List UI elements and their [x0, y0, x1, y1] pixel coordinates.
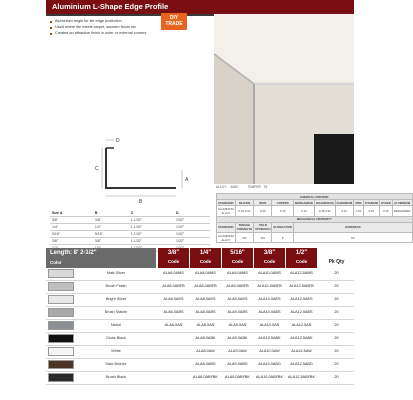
product-code: ALA9.0AN — [228, 323, 247, 327]
product-code: ALA6.0ABFB — [162, 284, 185, 288]
pack-quantity: 20 — [334, 310, 339, 314]
profile-drawing — [66, 130, 206, 210]
code-label: Code — [295, 259, 308, 264]
dim-label-a: A — [185, 177, 189, 183]
product-code: ALA12.5ABS — [290, 310, 313, 314]
product-code: ALA12.5ABK — [290, 336, 313, 340]
product-code: ALA10.0AMS — [258, 271, 281, 275]
product-code — [158, 359, 189, 370]
length-header — [46, 248, 156, 268]
mech-header-cell: TENSILE STRENGTH — [236, 223, 253, 232]
alloy-label: ALLOY — [216, 185, 227, 189]
badge-line-1: DIY — [169, 15, 179, 21]
size-label: 1/4" — [199, 250, 212, 256]
chem-cell: 0.10 — [272, 206, 293, 216]
mech-header-cell: HARDNESS — [293, 222, 412, 232]
temper-value: T5 — [263, 185, 268, 189]
size-column-header — [222, 248, 253, 268]
finish-name: Dark Bronze — [105, 362, 127, 366]
chem-cell: REMAINDER — [392, 206, 412, 216]
finish-swatch — [48, 334, 74, 343]
finish-swatch — [48, 360, 74, 369]
chem-cell: 0.10 — [354, 206, 364, 216]
l-profile-diagram — [66, 130, 206, 210]
chem-cell: 0.10 — [335, 206, 354, 216]
product-sheet — [46, 0, 411, 400]
chem-row — [217, 206, 413, 216]
code-label: Code — [167, 259, 180, 264]
code-label: Code — [231, 259, 244, 264]
product-code: ALA8.0ABS — [195, 310, 216, 314]
product-code — [158, 372, 189, 383]
product-code: ALA10.0ABD — [258, 362, 281, 366]
dims-header: C — [129, 210, 174, 217]
dims-row — [50, 238, 210, 245]
dims-cell: 3/8" — [93, 217, 129, 224]
temper-label: TEMPER — [247, 185, 261, 189]
pack-quantity: 20 — [334, 297, 339, 301]
chem-header-cell: OTHER — [380, 200, 391, 205]
dim-label-c: C — [95, 166, 99, 172]
product-code: ALA10.0ABFB — [257, 284, 282, 288]
finish-swatch — [48, 321, 74, 330]
product-code: ALA9.0ABK — [227, 336, 248, 340]
product-code: ALA9.0ABD — [227, 362, 248, 366]
chem-caption: CHEMICAL CONTENT — [217, 194, 413, 200]
chem-cell: 0.20-0.60 — [235, 206, 253, 216]
dims-cell: 1/32" — [174, 238, 210, 245]
dims-cell: 1-1/32" — [129, 217, 174, 224]
product-row — [46, 307, 354, 318]
chem-header-cell: STANDARD — [218, 200, 234, 205]
finish-name: Gloss Black — [105, 336, 127, 340]
dims-cell: 5/16" — [50, 231, 93, 238]
dims-cell: 1/4" — [93, 224, 129, 231]
finish-name: Matt Silver — [107, 271, 125, 275]
product-row — [46, 359, 354, 370]
dimensions-table — [50, 210, 210, 252]
row-divider — [46, 384, 354, 385]
product-code: ALA6.0AES — [163, 297, 184, 301]
product-code: ALA12.5AN — [291, 323, 312, 327]
chem-header-cell: TITANIUM — [364, 200, 378, 205]
product-code: ALA9.0AES — [227, 297, 248, 301]
chem-cell: 0.10 — [363, 206, 379, 216]
length-label: Length: 8' 2-1/2" — [50, 250, 97, 256]
product-code: ALA12.5AES — [290, 297, 313, 301]
size-label: 3/8" — [263, 250, 276, 256]
badge-line-2: TRADE — [165, 21, 183, 27]
mech-row — [217, 232, 413, 242]
finish-swatch — [48, 347, 74, 356]
pack-quantity: 20 — [334, 271, 339, 275]
mech-header-cell: ELONGATION — [272, 222, 293, 232]
corner-photo-illustration — [214, 14, 354, 184]
chem-cell: 0.45-0.90 — [315, 206, 335, 216]
mech-cell: ALUMINIUM ALLOY — [218, 233, 234, 242]
pack-quantity: 20 — [334, 375, 339, 379]
product-code: ALA8.0ABFBK — [193, 375, 218, 379]
pack-quantity: 20 — [334, 362, 339, 366]
finish-name: White — [111, 349, 121, 353]
finish-swatch — [48, 308, 74, 317]
product-row — [46, 281, 354, 292]
feature-item: Aluminium angle for tile edge protection — [50, 19, 160, 24]
alloy-value: 6063 — [230, 185, 238, 189]
product-code: ALA12.5AMS — [290, 271, 313, 275]
dims-cell: 3/8" — [50, 217, 93, 224]
product-code: ALA10.0ABK — [258, 336, 281, 340]
product-code: ALA6.0AN — [164, 323, 183, 327]
mech-caption: MECHANICAL PROPERTY — [217, 216, 413, 222]
product-code: ALA8.0ABK — [195, 336, 216, 340]
size-label: 1/2" — [295, 250, 308, 256]
pack-quantity: 20 — [334, 349, 339, 353]
product-code: ALA9.0AW — [228, 349, 247, 353]
size-label: 3/8" — [167, 250, 180, 256]
mech-cell: 110 — [254, 232, 272, 242]
page-title: Aluminium L-Shape Edge Profile — [52, 2, 169, 11]
dims-header: B — [93, 210, 129, 217]
product-code: ALA10.0ABS — [258, 310, 281, 314]
product-code: ALA9.0ABFBK — [225, 375, 250, 379]
product-code — [158, 346, 189, 357]
product-row — [46, 346, 354, 357]
pack-label: Pk Qty — [328, 259, 345, 265]
finish-name: Bright Silver — [105, 297, 127, 301]
size-column-header — [190, 248, 221, 268]
product-code — [158, 333, 189, 344]
finish-swatch — [48, 373, 74, 382]
product-code: ALA6.0ABS — [163, 310, 184, 314]
dim-label-b: B — [139, 199, 143, 205]
pack-quantity: 20 — [334, 323, 339, 327]
finish-name: Brush Black — [105, 375, 127, 379]
dims-cell: 1/32" — [174, 217, 210, 224]
diy-trade-badge — [161, 13, 187, 30]
dims-cell: 1-1/32" — [129, 224, 174, 231]
dims-cell: 3/8" — [93, 238, 129, 245]
dims-cell: 3/8" — [50, 238, 93, 245]
mech-header-cell: YIELD STRENGTH — [255, 223, 271, 232]
product-code: ALA8.0AW — [196, 349, 215, 353]
chem-header-cell: IRON — [254, 200, 272, 206]
dims-cell: 5/16" — [93, 231, 129, 238]
dims-row — [50, 217, 210, 224]
product-row — [46, 372, 354, 383]
product-photo — [214, 14, 354, 184]
header-bar — [46, 0, 354, 14]
finish-name: Brush Stainle — [104, 310, 128, 314]
product-code: ALA8.0ABFB — [194, 284, 217, 288]
dims-row — [50, 231, 210, 238]
product-code: ALA6.0AMS — [163, 271, 184, 275]
product-code: ALA10.0AN — [259, 323, 280, 327]
dims-header: D — [174, 210, 210, 217]
product-code: ALA8.0AES — [195, 297, 216, 301]
product-row — [46, 294, 354, 305]
dims-cell: 1-1/32" — [129, 238, 174, 245]
size-column-header — [158, 248, 189, 268]
chem-cell: 0.15 — [379, 206, 392, 216]
finish-name: Nickel — [110, 323, 122, 327]
product-code: ALA9.0ABS — [227, 310, 248, 314]
feature-list — [50, 19, 160, 37]
chem-header-cell: SILICON — [235, 200, 253, 206]
mech-cell: 8 — [272, 232, 293, 242]
pack-column-header — [319, 248, 354, 268]
pack-quantity: 20 — [334, 284, 339, 288]
finish-name: Brush Finish — [105, 284, 127, 288]
pack-quantity: 20 — [334, 336, 339, 340]
product-code: ALA10.0AW — [259, 349, 280, 353]
product-code: ALA9.0AMS — [227, 271, 248, 275]
product-code: ALA12.5ABFB — [289, 284, 314, 288]
spec-table — [216, 193, 413, 243]
size-column-header — [286, 248, 317, 268]
chem-header-cell: ALUMINIUM — [394, 200, 411, 205]
product-code: ALA10.0AES — [258, 297, 281, 301]
product-code: ALA12.5ABFBK — [287, 375, 316, 379]
chem-cell: ALUMINIUM ALLOY — [218, 206, 234, 215]
dims-header: Size A — [50, 210, 93, 217]
alloy-line — [216, 185, 352, 189]
dim-label-d: D — [116, 138, 120, 144]
chem-header-cell: CHROMIUM — [336, 200, 353, 205]
product-row — [46, 320, 354, 331]
size-label: 5/16" — [230, 250, 245, 256]
mech-header-row — [217, 222, 413, 232]
product-row — [46, 333, 354, 344]
product-code: ALA12.5ABD — [290, 362, 313, 366]
feature-item: Creates an attractive finish in outer or external corners — [50, 31, 160, 36]
chem-header-cell: MAGNESIUM — [316, 200, 334, 205]
code-label: Code — [263, 259, 276, 264]
product-code: ALA8.0AN — [196, 323, 215, 327]
product-code: ALA10.0ABFBK — [255, 375, 284, 379]
product-code: ALA8.0ABD — [195, 362, 216, 366]
product-code: ALA8.0AMS — [195, 271, 216, 275]
dims-row — [50, 224, 210, 231]
finish-swatch — [48, 282, 74, 291]
product-row — [46, 268, 354, 279]
dims-cell: 1/32" — [174, 224, 210, 231]
finish-swatch — [48, 269, 74, 278]
mech-cell: 60 — [293, 232, 412, 242]
size-column-header — [254, 248, 285, 268]
chem-header-cell: MANGANESE — [294, 200, 314, 205]
product-code: ALA12.5AW — [291, 349, 312, 353]
product-code: ALA9.0ABFB — [226, 284, 249, 288]
chem-header-cell: ZINC — [355, 200, 362, 205]
finish-swatch — [48, 295, 74, 304]
chem-cell: 0.35 — [254, 206, 272, 216]
mech-cell: 160 — [235, 232, 253, 242]
dims-cell: 1/32" — [174, 231, 210, 238]
dims-cell: 1/4" — [50, 224, 93, 231]
dims-cell: 1-1/32" — [129, 231, 174, 238]
code-label: Code — [199, 259, 212, 264]
mech-header-cell: STANDARD — [217, 222, 236, 232]
chem-header-cell: COPPER — [272, 200, 293, 206]
feature-item: Used where tile meets carpet, wooden floors etc — [50, 25, 160, 30]
chem-cell: 0.10 — [293, 206, 314, 216]
color-label: Color — [50, 260, 62, 265]
